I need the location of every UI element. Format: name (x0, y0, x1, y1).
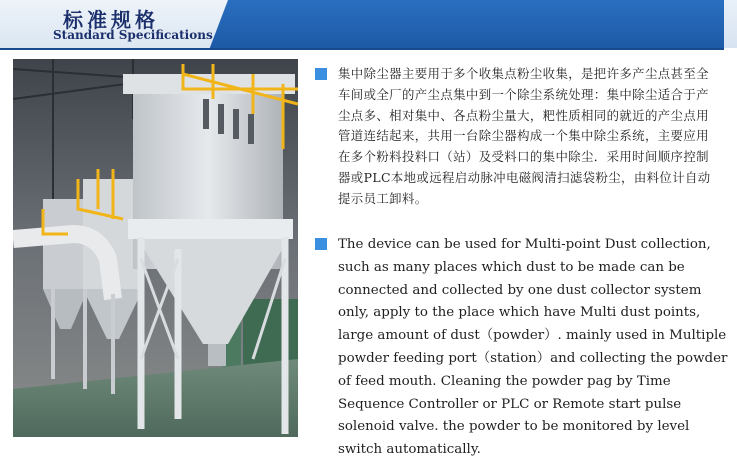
dust-collector-photo (13, 59, 298, 437)
bullet-en (315, 238, 327, 250)
description-en: The device can be used for Multi-point Dust collection, such as many places which dust to be made can be connected and collected by one dust collector system only, apply to the place which have Multi dust points, large amount of dust（powder）. mainly used in Multiple powder feeding port（station）and collecting the powder of feed mouth. Cleaning the powder pag by Time Sequence Controller or PLC or Remote start pulse solenoid valve. the powder to be monitored by level switch automatically. (338, 237, 728, 458)
dust-collector-illustration (13, 59, 298, 437)
section-title-en: Standard Specifications (53, 28, 213, 42)
description-cn: 集中除尘器主要用于多个收集点粉尘收集，是把许多产尘点甚至全车间或全厂的产尘点集中到一个除尘系统处理：集中除尘适合于产尘点多、相对集中、各点粉尘量大，粑性质相同的就近的产尘点用管道连结起来，共用一台除尘器构成一个集中除尘系统，主要应用在多个粉料投料口（站）及受料口的集中除尘．采用时间顺序控制器或PLC本地或远程启动脉冲电磁阀清扫滤袋粉尘，由料位计自动提示员工卸料。 (338, 66, 711, 206)
bullet-cn (315, 68, 327, 80)
section-title-cn: 标准规格 (63, 8, 159, 32)
